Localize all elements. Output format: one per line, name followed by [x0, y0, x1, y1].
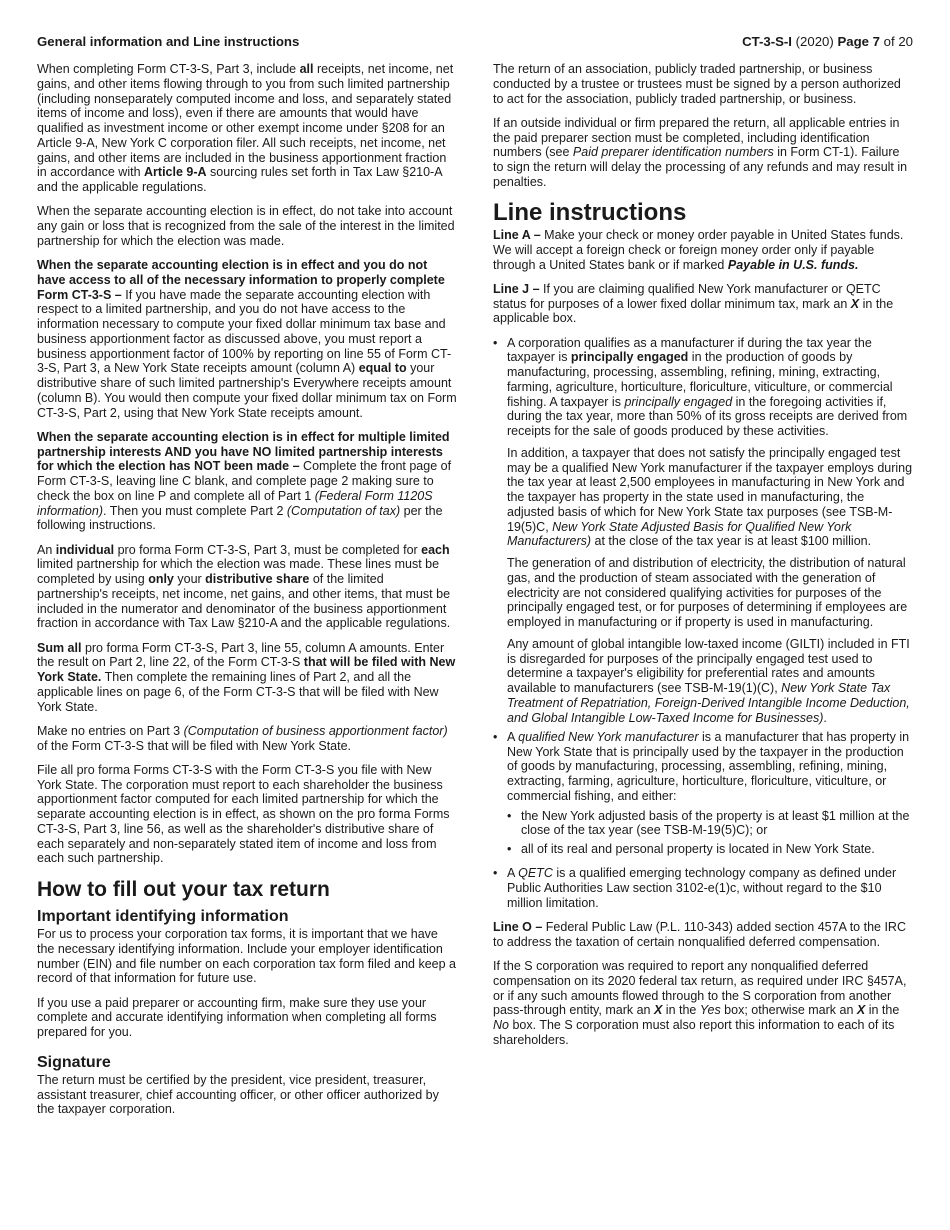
- paragraph-outside-preparer: If an outside individual or firm prepared the return, all applicable entries in the paid preparer section must be completed, including identification numbers (see Paid preparer identification numbers in Form CT-1). Failure to sign the return will delay the processing of any refunds and may result in penalties.: [493, 115, 908, 189]
- heading-signature: Signature: [37, 1053, 111, 1071]
- paragraph-separate-accounting-gain-loss: When the separate accounting election is in effect, do not take into account any gain or loss that is recognized from the sale of the interest in the limited partnership for which the election was made.: [37, 204, 455, 248]
- sub-bullet-property-located: • all of its real and personal property is located in New York State.: [507, 842, 913, 857]
- form-year: (2020): [795, 34, 834, 49]
- page-number: Page 7: [837, 34, 880, 49]
- paragraph-file-pro-forma: File all pro forma Forms CT-3-S with the Form CT-3-S you file with New York State. The corporation must report to each shareholder the business apportionment factor computed for each limited partnership for which the separate accounting election is in effect, as shown on the pro forma Forms CT-3-S, Part 3, line 56, as well as the shareholder's distributive share of each separately and non-separately stated item of income and loss from each such partnership.: [37, 762, 450, 866]
- paragraph-no-entries-part3: Make no entries on Part 3 (Computation of business apportionment factor) of the Form CT-3-S that will be filed with New York State.: [37, 723, 448, 753]
- page-header: [37, 34, 913, 52]
- paragraph-association-signing: The return of an association, publicly traded partnership, or business conducted by a trustee or trustees must be signed by a person authorized to act for the association, publicly traded partnership, or business.: [493, 62, 901, 106]
- paragraph-sum-all: Sum all pro forma Form CT-3-S, Part 3, line 55, column A amounts. Enter the result on Part 2, line 22, of the Form CT-3-S that will be filed with New York State. Then complete the remaining lines of Part 2, and all the applicable lines on page 6, of the Form CT-3-S that will be filed with New York State.: [37, 640, 456, 714]
- bullet-qetc: • A QETC is a qualified emerging technology company as defined under Public Authorities Law section 3102-e(1)c, without regard to the $10 million limitation.: [493, 866, 913, 910]
- heading-how-to-fill: How to fill out your tax return: [37, 878, 330, 901]
- paragraph-deferred-compensation: If the S corporation was required to report any nonqualified deferred compensation on its 2020 federal tax return, as required under IRC §457A, or if any such amounts flowed through to the S corporation from another pass-through entity, mark an X in the Yes box; otherwise mark an X in the No box. The S corporation must also report this information to each of its shareholders.: [493, 959, 907, 1047]
- bullet-qualified-manufacturer: • A qualified New York manufacturer is a manufacturer that has property in New York State that is principally used by the taxpayer in the production of goods by manufacturing, processing, assembling, refining, mining, extracting, farming, agriculture, horticulture, floriculture, viticulture, or commercial fishing, and either: • the New York adjusted basis of the property is at least $1 million at the close of the tax year (see TSB-M-19(5)C); or • all of its real and personal property is located in New York State.: [493, 730, 913, 857]
- heading-identifying-info: Important identifying information: [37, 908, 289, 925]
- paragraph-individual-pro-forma: An individual pro forma Form CT-3-S, Part 3, must be completed for each limited partnership for which the election was made. These lines must be completed by using only your distributive share of the limited partnership's receipts, net income, net gains, and other items, that must be included in the numerator and denominator of the business apportionment fraction in accordance with Tax Law §210-A and the applicable regulations.: [37, 542, 451, 631]
- heading-line-instructions: Line instructions: [493, 199, 687, 226]
- paragraph-signature: The return must be certified by the president, vice president, treasurer, assistant treasurer, chief accounting officer, or other officer authorized by the taxpayer corporation.: [37, 1072, 439, 1117]
- line-o-instruction: Line O – Federal Public Law (P.L. 110-343) added section 457A to the IRC to address the taxation of certain nonqualified deferred compensation.: [493, 920, 906, 949]
- page-total: of 20: [883, 34, 913, 49]
- page-info: [742, 34, 913, 49]
- section-title: General information and Line instructions: [37, 34, 300, 49]
- paragraph-multiple-interests: When the separate accounting election is in effect for multiple limited partnership interests AND you have NO limited partnership interests for which the election has NOT been made – Complete the front page of Form CT-3-S, leaving line C blank, and complete page 2 making sure to check the box on line P and complete all of Part 1 (Federal Form 1120S information). Then you must complete Part 2 (Computation of tax) per the following instructions.: [37, 429, 452, 533]
- right-column: [493, 62, 913, 1057]
- line-j-instruction: Line J – If you are claiming qualified New York manufacturer or QETC status for purposes of a lower fixed dollar minimum tax, mark an X in the applicable box.: [493, 281, 894, 326]
- paragraph-identifying-info: For us to process your corporation tax forms, it is important that we have the necessary identifying information. Include your employer identification number (EIN) and file number on each corporation tax form filed and keep a record of that information for future use.: [37, 927, 456, 986]
- left-column: [37, 62, 457, 1127]
- sub-bullet-adjusted-basis: • the New York adjusted basis of the property is at least $1 million at the close of the tax year (see TSB-M-19(5)C); or: [507, 809, 913, 839]
- paragraph-paid-preparer-firm: If you use a paid preparer or accounting firm, make sure they use your complete and accurate identifying information when completing all forms prepared for you.: [37, 995, 437, 1039]
- form-id: CT-3-S-I: [742, 34, 792, 49]
- paragraph-part3-include-all: When completing Form CT-3-S, Part 3, include all receipts, net income, net gains, and other items flowing through to you from such limited partnership (including nonseparately computed income and loss, and separately stated items of income and loss), even if there are amounts that would have qualified as investment income or other exempt income under §208 for an Article 9-A, New York C corporation filer. All such receipts, net income, net gains, and other items are included in the business apportionment fraction in accordance with Article 9-A sourcing rules set forth in Tax Law §210-A and the applicable regulations.: [37, 62, 454, 194]
- document-page: [37, 34, 913, 1214]
- bullet-manufacturer: • A corporation qualifies as a manufacturer if during the tax year the taxpayer is principally engaged in the production of goods by manufacturing, processing, assembling, refining, mining, extracting, farming, agriculture, horticulture, floriculture, viticulture, or commercial fishing. A taxpayer is principally engaged in the foregoing activities if, during the tax year, more than 50% of its gross receipts are derived from receipts for the sale of goods produced by these activities. In addition, a taxpayer that does not satisfy the principally engaged test may be a qualified New York manufacturer if the taxpayer employs during the tax year at least 2,500 employees in manufacturing in New York and the taxpayer has property in the state used in manufacturing, the adjusted basis of which for New York State tax purposes (see TSB-M-19(5)C, New York State Adjusted Basis for Qualified New York Manufacturers) at the close of the tax year is at least $100 million. The generation of and distribution of electricity, the distribution of natural gas, and the production of steam associated with the generation of electricity are not considered qualifying activities for purposes of the principally engaged test, or for purposes of determining if employees are employed in manufacturing or if property is used in manufacturing. Any amount of global intangible low-taxed income (GILTI) included in FTI is disregarded for purposes of the principally engaged test used to determine a taxpayer's eligibility for preferential rates and amounts available to manufacturers (see TSB-M-19(1)(C), New York State Tax Treatment of Repatriation, Foreign-Derived Intangible Income Deduction, and Global Intangible Low-Taxed Income for Businesses).: [493, 336, 913, 726]
- line-a-instruction: Line A – Make your check or money order payable in United States funds. We will accept a foreign check or foreign money order only if payable through a United States bank or if marked Payable in U.S. funds.: [493, 228, 904, 272]
- paragraph-no-access-info: When the separate accounting election is in effect and you do not have access to all of the necessary information to properly complete Form CT-3-S – If you have made the separate accounting election with respect to a limited partnership, and you do not have access to the information necessary to compute your fixed dollar minimum tax base and business apportionment factor as discussed above, you must report a business apportionment factor of 100% by reporting on line 55 of Form CT-3-S, Part 3, a New York State receipts amount (column A) equal to your distributive share of such limited partnership's Everywhere receipts amount (column B). You would then compute your fixed dollar minimum tax on Form CT-3-S, Part 2, using that New York State receipts amount.: [37, 258, 457, 420]
